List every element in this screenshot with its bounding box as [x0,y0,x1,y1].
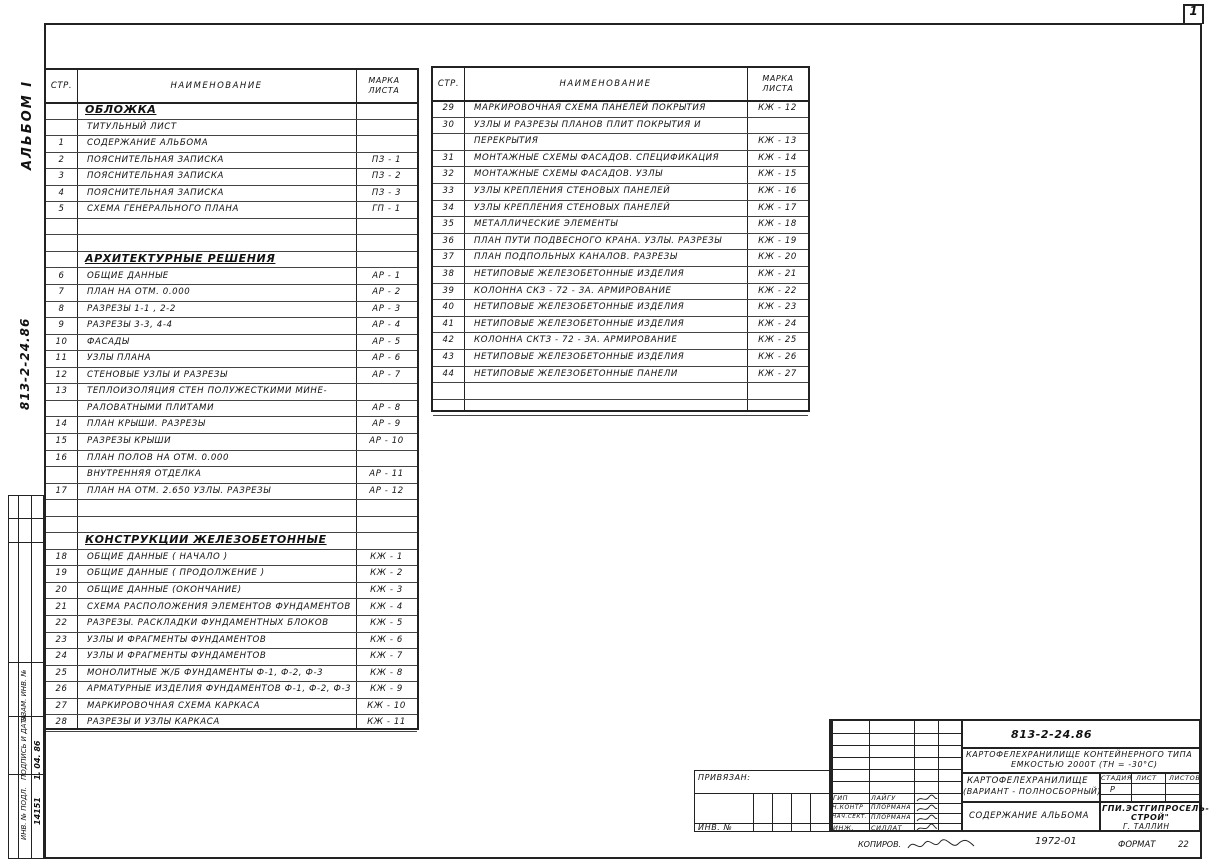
row-name: ПЛАН НА ОТМ. 0.000 [87,287,191,298]
right-table-header [433,68,808,102]
table-row [433,200,808,218]
inv-no-label: ИНВ. № [698,823,733,832]
row-sheet-mark: АР - 6 [372,353,401,364]
table-row [46,466,417,484]
row-sheet-mark: КЖ - 2 [370,568,403,579]
staff-role-2: Н.КОНТР [832,804,864,811]
org-city: Г. ТАЛЛИН [1123,822,1170,831]
row-page-number: 43 [442,352,455,362]
copier-signature [906,836,976,854]
row-page-number [46,234,77,251]
row-name: СХЕМА ГЕНЕРАЛЬНОГО ПЛАНА [87,204,239,215]
staff-name-3: ПЛОРМАНА [871,814,912,821]
row-page-number [46,532,77,549]
row-sheet-mark [356,251,417,268]
row-name: СОДЕРЖАНИЕ АЛЬБОМА [87,138,209,149]
table-row [433,299,808,317]
row-sheet-mark [356,119,417,136]
row-name: ВНУТРЕННЯЯ ОТДЕЛКА [87,469,202,480]
sheet-number: 1 [1189,4,1198,18]
row-sheet-mark: КЖ - 17 [758,202,797,213]
row-sheet-mark [356,135,417,152]
title-block-code: 813-2-24.86 [1011,728,1093,741]
row-page-number: 39 [442,285,455,296]
table-row [46,450,417,468]
row-page-number: 25 [55,667,68,678]
table-row [46,218,417,236]
table-row [46,632,417,650]
row-name: СХЕМА РАСПОЛОЖЕНИЯ ЭЛЕМЕНТОВ ФУНДАМЕНТОВ [87,601,351,612]
project-title-line1: КАРТОФЕЛЕХРАНИЛИЩЕ КОНТЕЙНЕРНОГО ТИПА [966,750,1193,759]
table-row [46,168,417,186]
row-name: НЕТИПОВЫЕ ЖЕЛЕЗОБЕТОННЫЕ ИЗДЕЛИЯ [474,302,685,313]
row-page-number: 8 [58,303,65,314]
drawing-number: 1972-01 [1035,836,1077,847]
row-name: ПЛАН ПОДПОЛЬНЫХ КАНАЛОВ. РАЗРЕЗЫ [474,252,678,263]
row-page-number [46,218,77,235]
row-name: АРМАТУРНЫЕ ИЗДЕЛИЯ ФУНДАМЕНТОВ Ф-1, Ф-2, Ф-3 [87,684,352,695]
section-heading: КОНСТРУКЦИИ ЖЕЛЕЗОБЕТОННЫЕ [85,533,327,547]
row-page-number: 40 [442,302,455,313]
row-page-number: 7 [58,287,65,298]
table-row [433,117,808,135]
row-sheet-mark: КЖ - 13 [758,136,797,147]
table-row [46,251,417,269]
row-name: МЕТАЛЛИЧЕСКИЕ ЭЛЕМЕНТЫ [474,219,619,230]
row-page-number [46,499,77,516]
row-name: ПОЯСНИТЕЛЬНАЯ ЗАПИСКА [87,187,225,198]
row-page-number: 30 [442,119,455,130]
row-sheet-mark: КЖ - 21 [758,269,797,279]
table-row [46,268,417,286]
row-name [77,234,366,251]
row-name: ПЛАН ПУТИ ПОДВЕСНОГО КРАНА. УЗЛЫ. РАЗРЕЗЫ [474,235,722,246]
row-page-number: 9 [58,320,65,331]
row-page-number: 44 [442,368,455,379]
table-row [433,349,808,367]
row-sheet-mark: КЖ - 18 [758,219,797,230]
org-line2: СТРОЙ" [1131,813,1170,822]
staff-role-1: ГИП [833,794,849,802]
row-sheet-mark: АР - 7 [372,369,401,380]
row-name [77,218,366,235]
row-name: ПЛАН ПОЛОВ НА ОТМ. 0.000 [87,452,230,463]
table-row [46,201,417,219]
row-name: УЗЛЫ ПЛАНА [87,353,152,364]
row-sheet-mark: КЖ - 22 [758,285,797,296]
privyazan-block [694,770,829,832]
row-name: УЗЛЫ И РАЗРЕЗЫ ПЛАНОВ ПЛИТ ПОКРЫТИЯ И [474,119,702,130]
staff-name-1: ЛАЙГУ [871,794,896,802]
row-sheet-mark: КЖ - 1 [370,551,403,562]
row-name: МОНТАЖНЫЕ СХЕМЫ ФАСАДОВ. СПЕЦИФИКАЦИЯ [474,152,720,163]
row-sheet-mark: АР - 12 [369,485,404,496]
row-sheet-mark: КЖ - 24 [758,318,797,329]
object-title-line1: КАРТОФЕЛЕХРАНИЛИЩЕ [967,776,1089,786]
row-name: ПЕРЕКРЫТИЯ [474,136,539,147]
row-name: ПОЯСНИТЕЛЬНАЯ ЗАПИСКА [87,171,225,182]
section-heading: ОБЛОЖКА [85,103,157,116]
row-page-number [46,400,77,417]
table-row [46,433,417,451]
table-row [46,350,417,368]
row-page-number: 20 [55,584,68,595]
table-row [46,301,417,319]
row-page-number: 17 [55,485,68,496]
row-sheet-mark: КЖ - 25 [758,335,797,346]
row-page-number: 41 [442,318,455,329]
row-page-number: 4 [58,187,65,198]
row-sheet-mark: КЖ - 11 [367,717,406,728]
header-page: СТР. [50,81,73,91]
row-sheet-mark: ПЗ - 1 [371,154,402,165]
table-row [46,582,417,600]
row-sheet-mark: КЖ - 27 [758,368,797,379]
row-sheet-mark [356,499,417,516]
row-name: РАЗРЕЗЫ 3-3, 4-4 [87,320,173,331]
row-sheet-mark [747,117,808,134]
row-name [464,382,757,399]
row-page-number: 13 [55,386,68,397]
row-page-number [433,133,464,150]
row-name: УЗЛЫ КРЕПЛЕНИЯ СТЕНОВЫХ ПАНЕЛЕЙ [474,202,671,213]
row-page-number: 16 [55,452,68,463]
org-line1: ГПИ.ЭСТГИПРОСЕЛЬ- [1102,804,1210,813]
privyazan-label: ПРИВЯЗАН: [698,773,751,782]
row-page-number: 18 [55,551,68,562]
row-page-number: 3 [58,171,65,182]
row-sheet-mark: АР - 2 [372,287,401,298]
stamp-inv-orig: ИНВ. № ПОДЛ. [20,787,28,840]
staff-role-4: ИНЖ. [833,824,855,832]
row-sheet-mark: АР - 10 [369,436,404,446]
row-page-number: 10 [55,336,68,347]
row-sheet-mark [356,234,417,251]
stamp-sign-date: ПОДПИСЬ И ДАТА [20,714,28,780]
table-row [433,216,808,234]
stamp-replace-inv: ВЗАМ. ИНВ. № [20,669,28,721]
row-name: РАЛОВАТНЫМИ ПЛИТАМИ [87,402,215,413]
row-sheet-mark: КЖ - 8 [370,667,403,678]
row-name: ФАСАДЫ [87,336,130,347]
row-sheet-mark: КЖ - 14 [758,152,797,163]
table-row [46,416,417,434]
header-sheet-mark: МАРКА ЛИСТА [762,74,794,93]
row-sheet-mark: КЖ - 3 [370,584,403,595]
row-page-number: 29 [442,103,455,113]
row-page-number: 19 [55,568,68,579]
table-row [46,152,417,170]
row-name: МАРКИРОВОЧНАЯ СХЕМА ПАНЕЛЕЙ ПОКРЫТИЯ [474,103,706,113]
row-page-number: 6 [58,270,65,281]
row-sheet-mark: АР - 5 [372,336,401,347]
row-page-number: 5 [58,204,65,215]
stage-value: Р [1110,785,1116,794]
row-sheet-mark: КЖ - 9 [370,684,403,695]
section-heading: АРХИТЕКТУРНЫЕ РЕШЕНИЯ [85,251,276,265]
row-name: ПЛАН НА ОТМ. 2.650 УЗЛЫ. РАЗРЕЗЫ [87,485,271,496]
table-row [46,317,417,335]
row-page-number [46,251,77,268]
project-title-line2: ЕМКОСТЬЮ 2000Т (ТН = -30°С) [1011,760,1158,769]
row-page-number: 2 [58,154,65,165]
copied-label: КОПИРОВ. [858,840,902,849]
row-name: НЕТИПОВЫЕ ЖЕЛЕЗОБЕТОННЫЕ ИЗДЕЛИЯ [474,352,685,362]
sheet-label: ЛИСТ [1136,774,1157,782]
row-sheet-mark: КЖ - 5 [370,618,403,629]
row-sheet-mark: ПЗ - 2 [371,171,402,182]
table-row [433,283,808,301]
table-row [46,714,417,732]
row-sheet-mark: КЖ - 26 [758,352,797,362]
row-name: УЗЛЫ И ФРАГМЕНТЫ ФУНДАМЕНТОВ [87,634,267,645]
row-sheet-mark: КЖ - 7 [370,651,403,662]
row-page-number: 21 [55,601,68,612]
row-sheet-mark: АР - 9 [372,419,401,430]
header-name: НАИМЕНОВАНИЕ [559,79,652,89]
table-row [46,483,417,501]
signature-marks [915,793,939,833]
staff-role-3: НАЧ.СЕКТ. [832,814,868,820]
table-row [433,332,808,350]
row-name: РАЗРЕЗЫ И УЗЛЫ КАРКАСА [87,717,220,728]
staff-name-2: ПЛОРМАНА [871,804,912,811]
object-title-line2: (ВАРИАНТ - ПОЛНОСБОРНЫЙ) [963,787,1102,796]
row-page-number: 11 [55,353,68,364]
row-sheet-mark [747,399,808,416]
row-page-number: 14 [55,419,68,430]
row-name: РАЗРЕЗЫ 1-1 , 2-2 [87,303,176,314]
row-name: МОНТАЖНЫЕ СХЕМЫ ФАСАДОВ. УЗЛЫ [474,169,663,180]
row-sheet-mark: КЖ - 12 [758,103,797,113]
table-row [46,648,417,666]
table-row [46,400,417,418]
table-row [433,233,808,251]
table-row [46,383,417,401]
row-page-number: 35 [442,219,455,230]
row-page-number: 42 [442,335,455,346]
row-sheet-mark: АР - 3 [372,303,401,314]
format-value: 22 [1178,840,1189,850]
table-row [433,266,808,284]
left-contents-table [44,68,419,730]
table-row [46,516,417,534]
header-name: НАИМЕНОВАНИЕ [170,81,263,91]
header-sheet-mark: МАРКА ЛИСТА [368,76,400,95]
table-row [46,185,417,203]
row-sheet-mark: АР - 8 [372,402,401,413]
table-row [433,183,808,201]
row-sheet-mark: ПЗ - 3 [371,187,402,198]
table-row [46,681,417,699]
row-sheet-mark: АР - 1 [372,270,401,281]
row-sheet-mark: АР - 4 [372,320,401,331]
row-page-number: 32 [442,169,455,180]
right-contents-table [431,66,810,412]
row-name: УЗЛЫ И ФРАГМЕНТЫ ФУНДАМЕНТОВ [87,651,267,662]
row-name: НЕТИПОВЫЕ ЖЕЛЕЗОБЕТОННЫЕ ИЗДЕЛИЯ [474,269,685,279]
row-page-number: 27 [55,700,68,711]
table-row [46,119,417,137]
row-page-number: 15 [55,436,68,446]
row-sheet-mark: КЖ - 19 [758,235,797,246]
side-code: 813-2-24.86 [18,317,32,410]
stamp-date-value: 1. 04. 86 [33,740,42,780]
row-name: ОБЩИЕ ДАННЫЕ ( НАЧАЛО ) [87,551,228,562]
row-page-number: 26 [55,684,68,695]
table-row [46,284,417,302]
table-row [46,532,417,550]
stage-label: СТАДИЯ [1101,774,1133,782]
row-sheet-mark [356,516,417,533]
row-name: ОБЩИЕ ДАННЫЕ ( ПРОДОЛЖЕНИЕ ) [87,568,265,579]
row-sheet-mark [747,382,808,399]
left-table-header [46,70,417,104]
row-name [77,499,366,516]
row-page-number [46,119,77,136]
table-row [46,367,417,385]
header-page: СТР. [437,79,460,89]
row-page-number [46,102,77,119]
table-row [433,316,808,334]
row-page-number: 12 [55,369,68,380]
row-sheet-mark [356,532,417,549]
table-row [46,615,417,633]
sheets-label: ЛИСТОВ [1169,774,1201,782]
row-page-number: 24 [55,651,68,662]
row-page-number: 31 [442,152,455,163]
row-sheet-mark: КЖ - 6 [370,634,403,645]
table-row [433,382,808,400]
row-name: КОЛОННА СКТЗ - 72 - ЗА. АРМИРОВАНИЕ [474,335,678,346]
row-name: ТЕПЛОИЗОЛЯЦИЯ СТЕН ПОЛУЖЕСТКИМИ МИНЕ- [87,386,328,397]
table-row [46,499,417,517]
row-name: НЕТИПОВЫЕ ЖЕЛЕЗОБЕТОННЫЕ ИЗДЕЛИЯ [474,318,685,329]
row-sheet-mark: АР - 11 [369,469,404,480]
table-row [46,334,417,352]
row-sheet-mark [356,102,417,119]
row-sheet-mark: КЖ - 16 [758,186,797,196]
title-block [829,719,1210,832]
stamp-inv-value: 14151 [33,797,42,825]
row-sheet-mark: КЖ - 10 [367,700,406,711]
table-row [433,100,808,118]
table-row [433,166,808,184]
row-name: ОБЩИЕ ДАННЫЕ (ОКОНЧАНИЕ) [87,584,242,595]
row-page-number: 34 [442,202,455,213]
staff-name-4: СИЛЛАТ [871,824,903,832]
row-name: ОБЩИЕ ДАННЫЕ [87,270,169,281]
table-row [46,565,417,583]
row-name: ТИТУЛЬНЫЙ ЛИСТ [87,121,177,132]
album-label: АЛЬБОМ I [20,79,35,170]
row-sheet-mark: КЖ - 15 [758,169,797,180]
row-name: МАРКИРОВОЧНАЯ СХЕМА КАРКАСА [87,700,261,711]
table-row [46,234,417,252]
row-name: ПЛАН КРЫШИ. РАЗРЕЗЫ [87,419,206,430]
row-sheet-mark: КЖ - 23 [758,302,797,313]
row-sheet-mark: ГП - 1 [372,204,401,215]
row-name: УЗЛЫ КРЕПЛЕНИЯ СТЕНОВЫХ ПАНЕЛЕЙ [474,186,671,196]
row-name: ПОЯСНИТЕЛЬНАЯ ЗАПИСКА [87,154,225,165]
table-row [433,150,808,168]
table-row [46,549,417,567]
sheet-title: СОДЕРЖАНИЕ АЛЬБОМА [969,811,1090,821]
row-sheet-mark [356,383,417,400]
table-row [46,599,417,617]
table-row [433,366,808,384]
row-page-number [433,382,464,399]
row-page-number: 22 [55,618,68,629]
row-sheet-mark [356,218,417,235]
row-page-number [46,466,77,483]
table-row [46,665,417,683]
row-name: РАЗРЕЗЫ. РАСКЛАДКИ ФУНДАМЕНТНЫХ БЛОКОВ [87,618,329,629]
row-page-number [46,516,77,533]
row-name [464,399,757,416]
table-row [433,399,808,417]
row-name: КОЛОННА СКЗ - 72 - ЗА. АРМИРОВАНИЕ [474,285,672,296]
row-name: МОНОЛИТНЫЕ Ж/Б ФУНДАМЕНТЫ Ф-1, Ф-2, Ф-3 [87,667,324,678]
row-name [77,516,366,533]
row-name: РАЗРЕЗЫ КРЫШИ [87,436,172,446]
table-row [433,249,808,267]
row-page-number: 1 [58,138,65,149]
row-page-number: 33 [442,186,455,196]
table-row [46,135,417,153]
row-sheet-mark [356,450,417,467]
row-page-number: 23 [55,634,68,645]
row-name: СТЕНОВЫЕ УЗЛЫ И РАЗРЕЗЫ [87,369,228,380]
row-sheet-mark: КЖ - 4 [370,601,403,612]
row-page-number [433,399,464,416]
row-page-number: 36 [442,235,455,246]
row-name: НЕТИПОВЫЕ ЖЕЛЕЗОБЕТОННЫЕ ПАНЕЛИ [474,368,678,379]
table-row [46,102,417,120]
row-page-number: 28 [55,717,68,728]
table-row [433,133,808,151]
table-row [46,698,417,716]
format-label: ФОРМАТ [1118,840,1156,850]
row-sheet-mark: КЖ - 20 [758,252,797,263]
row-page-number: 37 [442,252,455,263]
row-page-number: 38 [442,269,455,279]
